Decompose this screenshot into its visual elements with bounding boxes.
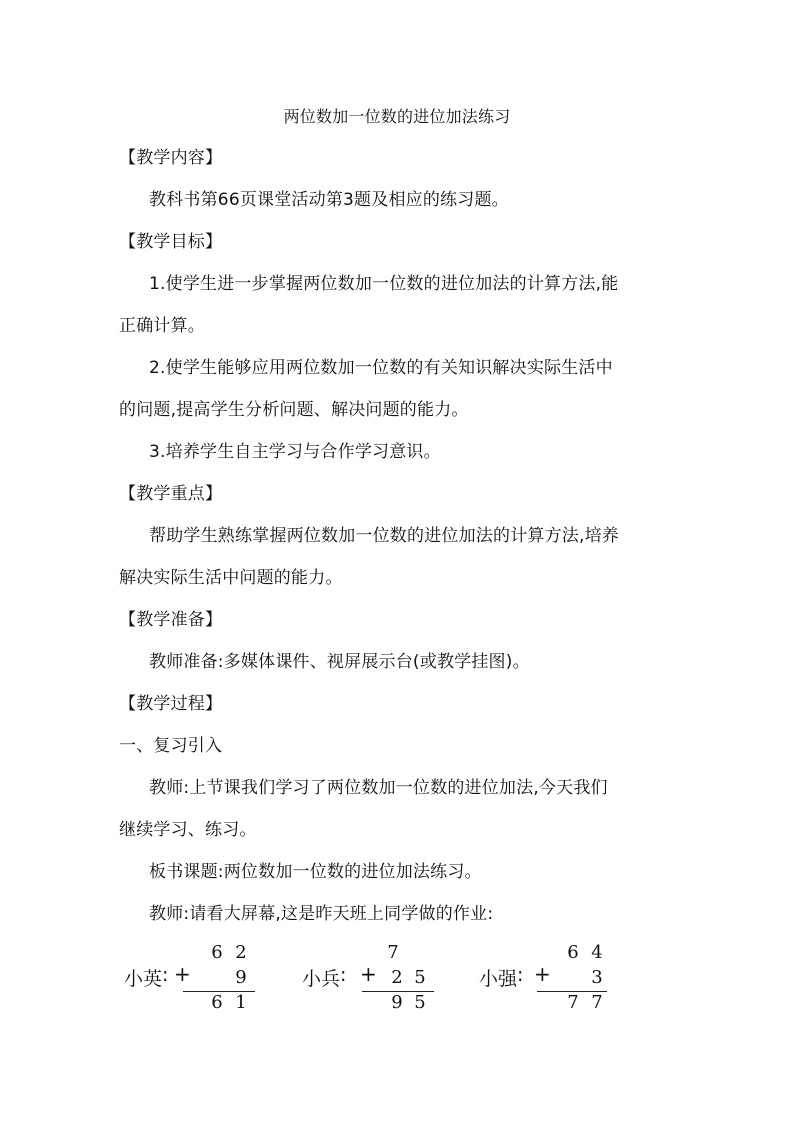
document-title: 两位数加一位数的进位加法练习 [283,107,511,126]
homework-problem-xiaobing [302,942,440,1014]
student-name: 小强 [479,968,518,990]
student-name: 小英 [124,968,163,990]
key-point-line-2: 解决实际生活中问题的能力。 [119,568,343,588]
section-heading-goals: 【教学目标】 [119,232,223,252]
middle-ones-digit: 9 [235,967,247,988]
top-tens-digit: 6 [567,942,579,963]
section-heading-content: 【教学内容】 [119,148,223,168]
top-ones-digit: 2 [235,942,247,963]
colon: : [517,964,524,986]
goal-1-line-2: 正确计算。 [119,316,205,336]
goal-1-line-1: 1.使学生进一步掌握两位数加一位数的进位加法的计算方法,能 [149,274,619,294]
section-heading-preparation: 【教学准备】 [119,610,223,630]
middle-tens-digit: 2 [391,967,403,988]
teacher-screen-line: 教师:请看大屏幕,这是昨天班上同学做的作业: [149,904,494,924]
plus-sign: + [360,962,377,986]
teacher-intro-line-1: 教师:上节课我们学习了两位数加一位数的进位加法,今天我们 [149,778,608,798]
middle-ones-digit: 3 [591,967,603,988]
top-ones-digit: 4 [591,942,603,963]
student-name: 小兵 [302,968,341,990]
result-ones-digit: 1 [235,992,247,1013]
part-1-heading: 一、复习引入 [119,736,223,756]
board-title-line: 板书课题:两位数加一位数的进位加法练习。 [149,862,482,882]
goal-3: 3.培养学生自主学习与合作学习意识。 [149,442,441,462]
section-heading-key-points: 【教学重点】 [119,484,223,504]
section-heading-process: 【教学过程】 [119,694,223,714]
result-tens-digit: 6 [211,992,223,1013]
colon: : [340,964,347,986]
goal-2-line-2: 的问题,提高学生分析问题、解决问题的能力。 [119,400,469,420]
plus-sign: + [174,962,191,986]
result-ones-digit: 5 [414,992,426,1013]
content-paragraph: 教科书第66页课堂活动第3题及相应的练习题。 [149,190,509,210]
middle-ones-digit: 5 [414,967,426,988]
top-ones-digit: 7 [387,942,399,963]
homework-problem-xiaoqiang [479,942,619,1014]
preparation-paragraph: 教师准备:多媒体课件、视屏展示台(或教学挂图)。 [149,652,530,672]
homework-problem-xiaoying [124,942,262,1014]
result-tens-digit: 7 [567,992,579,1013]
colon: : [162,964,169,986]
plus-sign: + [534,962,551,986]
key-point-line-1: 帮助学生熟练掌握两位数加一位数的进位加法的计算方法,培养 [149,526,620,546]
goal-2-line-1: 2.使学生能够应用两位数加一位数的有关知识解决实际生活中 [149,358,613,378]
result-tens-digit: 9 [391,992,403,1013]
top-tens-digit: 6 [211,942,223,963]
result-ones-digit: 7 [591,992,603,1013]
teacher-intro-line-2: 继续学习、练习。 [119,820,257,840]
